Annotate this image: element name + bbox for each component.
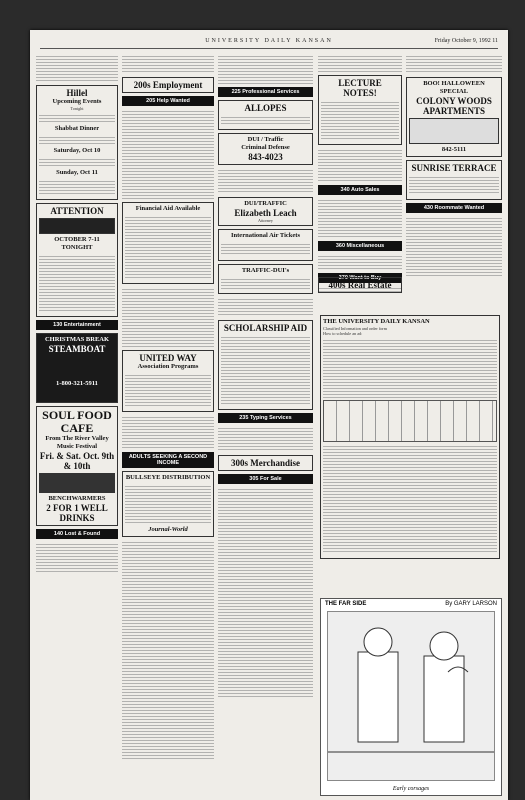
- allopes-title: ALLOPES: [244, 103, 287, 113]
- steamboat-title: STEAMBOAT: [48, 344, 106, 354]
- soul-food-dates: Fri. & Sat. Oct. 9th & 10th: [39, 451, 115, 471]
- employment-header: [122, 77, 214, 93]
- hillel-event-2: Shabbat Dinner: [54, 125, 100, 132]
- section-help-wanted: 205 Help Wanted: [122, 96, 214, 106]
- hillel-event-4: Sunday, Oct 11: [56, 169, 98, 176]
- dui-traffic-ad: [218, 197, 313, 226]
- traffic-dui-ad: [218, 264, 313, 294]
- attention-sub: OCTOBER 7-11 TONIGHT: [54, 236, 100, 251]
- united-way-ad: [122, 350, 214, 412]
- colony-woods-ad: [406, 77, 502, 157]
- steamboat-ad: [36, 333, 118, 403]
- attention-ad: [36, 203, 118, 317]
- united-way-sub: Association Programs: [137, 363, 199, 370]
- hillel-event-3: Saturday, Oct 10: [53, 147, 101, 154]
- sunrise-terrace-ad: [406, 160, 502, 200]
- section-auto-sales: 340 Auto Sales: [318, 185, 402, 195]
- section-entertainment: 130 Entertainment: [36, 320, 118, 330]
- traffic-ad: [218, 133, 313, 165]
- form-header: [320, 315, 500, 559]
- bullseye-title: BULLSEYE DISTRIBUTION: [125, 474, 211, 481]
- merchandise-header: [218, 455, 313, 471]
- dui-traffic-title: DUI/TRAFFIC: [244, 200, 287, 207]
- hillel-event-0: Upcoming Events: [52, 98, 102, 105]
- section-for-sale: 305 For Sale: [218, 474, 313, 484]
- boo-special: BOO! HALLOWEEN SPECIAL: [423, 80, 485, 95]
- section-typing: 235 Typing Services: [218, 413, 313, 423]
- column-3: [218, 52, 313, 794]
- lecture-notes-title: LECTURE NOTES!: [338, 78, 382, 98]
- colony-phone: 842-5111: [441, 146, 467, 153]
- section-misc: 360 Miscellaneous: [318, 241, 402, 251]
- form-how: How to schedule an ad:: [323, 331, 363, 336]
- benchwarmers: BENCHWARMERS: [48, 495, 106, 502]
- form-subtitle: Classified Information and order form: [323, 326, 387, 331]
- scholarship-title: SCHOLARSHIP AID: [223, 323, 308, 333]
- employment-title: 200s Employment: [133, 80, 203, 90]
- allopes-ad: [218, 100, 313, 130]
- section-lost-found: 140 Lost & Found: [36, 529, 118, 539]
- hillel-title: Hillel: [66, 88, 88, 98]
- attorney-label: Attorney: [258, 218, 273, 223]
- elizabeth-leach: Elizabeth Leach: [234, 208, 297, 218]
- far-side-cartoon: [320, 598, 502, 796]
- scholarship-ad: [218, 320, 313, 410]
- traffic-phone: 843-4023: [248, 152, 283, 162]
- united-way-title: UNITED WAY: [139, 353, 197, 363]
- financial-aid-ad: [122, 202, 214, 284]
- cartoon-drawing: [327, 611, 495, 781]
- real-estate-header: [318, 277, 402, 293]
- column-1: [36, 52, 118, 794]
- hillel-ad: [36, 85, 118, 200]
- classified-form: [320, 312, 500, 594]
- real-estate-block: [318, 274, 402, 296]
- header-center: UNIVERSITY DAILY KANSAN: [205, 38, 333, 44]
- column-2: [122, 52, 214, 794]
- merchandise-title: 300s Merchandise: [230, 458, 301, 468]
- section-want-to-buy: 370 Want to Buy: [318, 273, 402, 283]
- sunrise-title: SUNRISE TERRACE: [411, 163, 497, 173]
- air-tickets-title: International Air Tickets: [231, 232, 300, 239]
- air-tickets-ad: [218, 229, 313, 261]
- christmas-break: CHRISTMAS BREAK: [44, 336, 110, 343]
- lecture-notes-ad: [318, 75, 402, 145]
- cartoon-title: THE FAR SIDE: [325, 601, 367, 607]
- section-roommates: 430 Roommate Wanted: [406, 203, 502, 213]
- soul-food-title: SOUL FOOD CAFE: [42, 408, 112, 435]
- section-professional: 225 Professional Services: [218, 87, 313, 97]
- colony-woods-title: COLONY WOODS APARTMENTS: [416, 96, 492, 116]
- traffic-sub: Criminal Defense: [241, 144, 290, 151]
- page-header: [40, 36, 498, 49]
- steamboat-phone: 1-800-321-5911: [56, 380, 98, 387]
- traffic-title: DUI / Traffic: [247, 136, 284, 143]
- soul-food-ad: [36, 406, 118, 526]
- help-needed-banner: ADULTS SEEKING A SECOND INCOME: [122, 452, 214, 468]
- attention-title: ATTENTION: [50, 206, 104, 216]
- newspaper-page: [30, 30, 508, 800]
- hillel-event-1: Tonight: [70, 106, 84, 111]
- real-estate-title: 400s Real Estate: [328, 280, 392, 290]
- well-drinks: 2 FOR 1 WELL DRINKS: [46, 503, 108, 523]
- form-title: THE UNIVERSITY DAILY KANSAN: [323, 318, 430, 325]
- financial-aid-title: Financial Aid Available: [135, 205, 201, 212]
- cartoon-caption: Early corsages: [392, 786, 430, 792]
- soul-food-sub: From The River Valley Music Festival: [45, 435, 109, 450]
- traffic-dui-title: TRAFFIC-DUI's: [241, 267, 290, 274]
- header-right: Friday October 9, 1992 11: [434, 38, 498, 44]
- bullseye-ad: [122, 471, 214, 537]
- journal-world: Journal-World: [148, 526, 188, 533]
- cartoon-byline: By GARY LARSON: [445, 601, 497, 607]
